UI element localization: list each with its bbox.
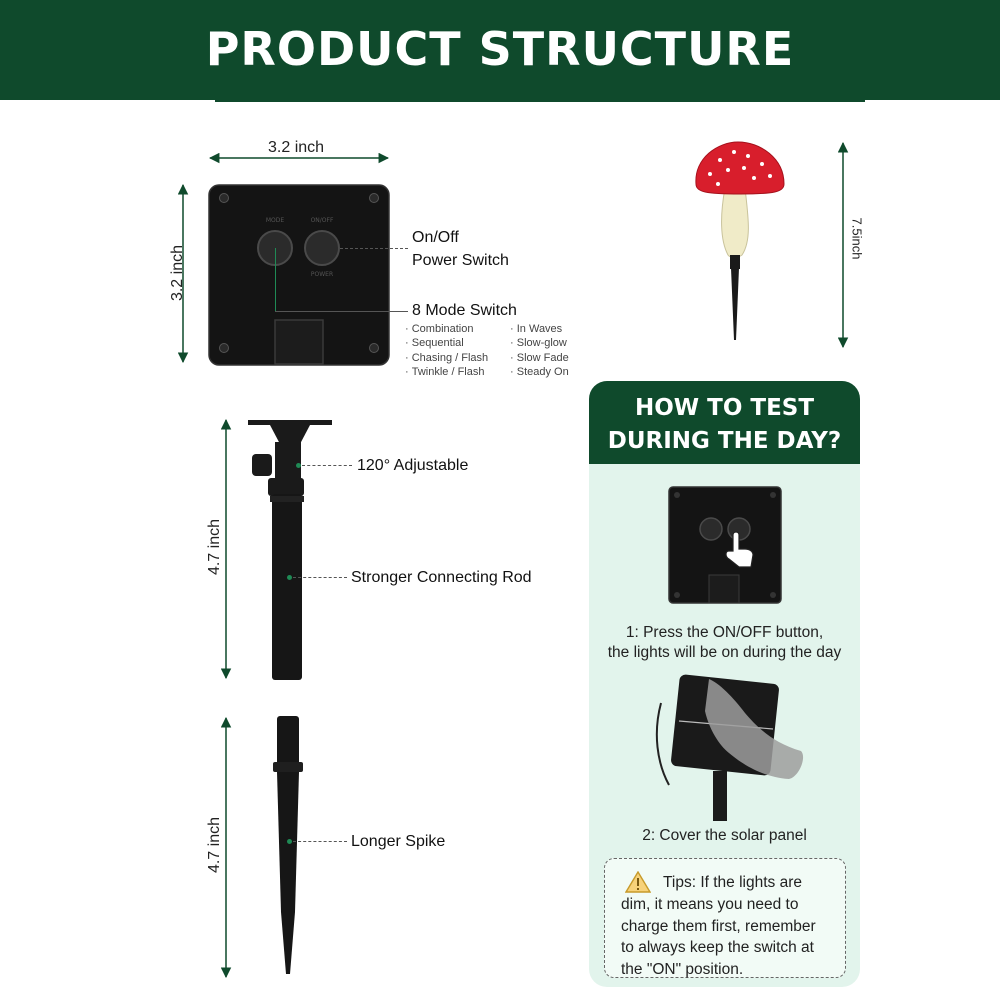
mode-switch-label: 8 Mode Switch bbox=[412, 302, 517, 319]
mushroom-light bbox=[690, 140, 790, 345]
spike-label: Longer Spike bbox=[351, 833, 446, 850]
rod-leader bbox=[293, 577, 347, 578]
rod-label: Stronger Connecting Rod bbox=[351, 569, 532, 586]
power-switch-leader bbox=[340, 248, 408, 249]
tip-line: the "ON" position. bbox=[621, 961, 744, 979]
spike-height-label: 4.7 inch bbox=[206, 816, 223, 874]
page-title: PRODUCT STRUCTURE bbox=[205, 22, 795, 76]
tip-line: Tips: If the lights are bbox=[663, 874, 802, 891]
adjust-leader bbox=[302, 465, 352, 466]
adjust-dot bbox=[296, 463, 301, 468]
mode-switch-leader-vertical bbox=[275, 248, 276, 312]
solar-width-label: 3.2 inch bbox=[268, 139, 325, 156]
solar-panel-press-illustration bbox=[667, 485, 787, 607]
rod-height-label: 4.7 inch bbox=[206, 518, 223, 576]
mode-item: · Sequential bbox=[405, 337, 464, 350]
mode-switch-leader bbox=[275, 311, 408, 312]
mode-item: · Twinkle / Flash bbox=[405, 365, 485, 378]
tip-text bbox=[621, 872, 836, 981]
spike-leader bbox=[293, 841, 347, 842]
test-panel bbox=[589, 381, 860, 987]
test-title-line2: DURING THE DAY? bbox=[607, 428, 842, 454]
test-panel-header bbox=[589, 381, 860, 464]
mode-item: · Chasing / Flash bbox=[405, 351, 489, 364]
connecting-rod bbox=[240, 414, 340, 684]
step1-line2: the lights will be on during the day bbox=[607, 644, 842, 661]
step1-text bbox=[589, 623, 860, 663]
power-button-label: ON/OFF bbox=[310, 217, 334, 224]
adjustable-label: 120° Adjustable bbox=[357, 457, 469, 474]
spike bbox=[265, 712, 315, 982]
power-switch-label-line1: On/Off bbox=[412, 229, 459, 246]
mode-item: · Steady On bbox=[510, 365, 569, 378]
power-switch-label-line2: Power Switch bbox=[412, 252, 509, 269]
test-title-line1: HOW TO TEST bbox=[634, 395, 815, 421]
power-button bbox=[305, 231, 339, 265]
power-button-sublabel: POWER bbox=[310, 271, 334, 278]
cover-panel-illustration bbox=[649, 673, 829, 823]
mode-item: · In Waves bbox=[510, 323, 563, 335]
solar-height-label: 3.2 inch bbox=[169, 244, 186, 302]
mode-item: · Slow-glow bbox=[510, 337, 567, 350]
rod-dot bbox=[287, 575, 292, 580]
mushroom-height-label: 7.5inch bbox=[849, 217, 865, 260]
tip-line: dim, it means you need to bbox=[621, 895, 799, 913]
power-switch-label bbox=[412, 226, 509, 272]
mode-item: · Combination bbox=[405, 323, 474, 335]
step2-text: 2: Cover the solar panel bbox=[642, 827, 807, 844]
step1-line1: 1: Press the ON/OFF button, bbox=[625, 624, 824, 641]
tip-line: to always keep the switch at bbox=[621, 939, 814, 957]
tip-line: charge them first, remember bbox=[621, 917, 816, 935]
mode-button-label: MODE bbox=[265, 217, 285, 224]
mode-item: · Slow Fade bbox=[510, 351, 569, 364]
spike-dot bbox=[287, 839, 292, 844]
solar-panel-back bbox=[208, 184, 390, 366]
tip-box bbox=[604, 858, 846, 978]
